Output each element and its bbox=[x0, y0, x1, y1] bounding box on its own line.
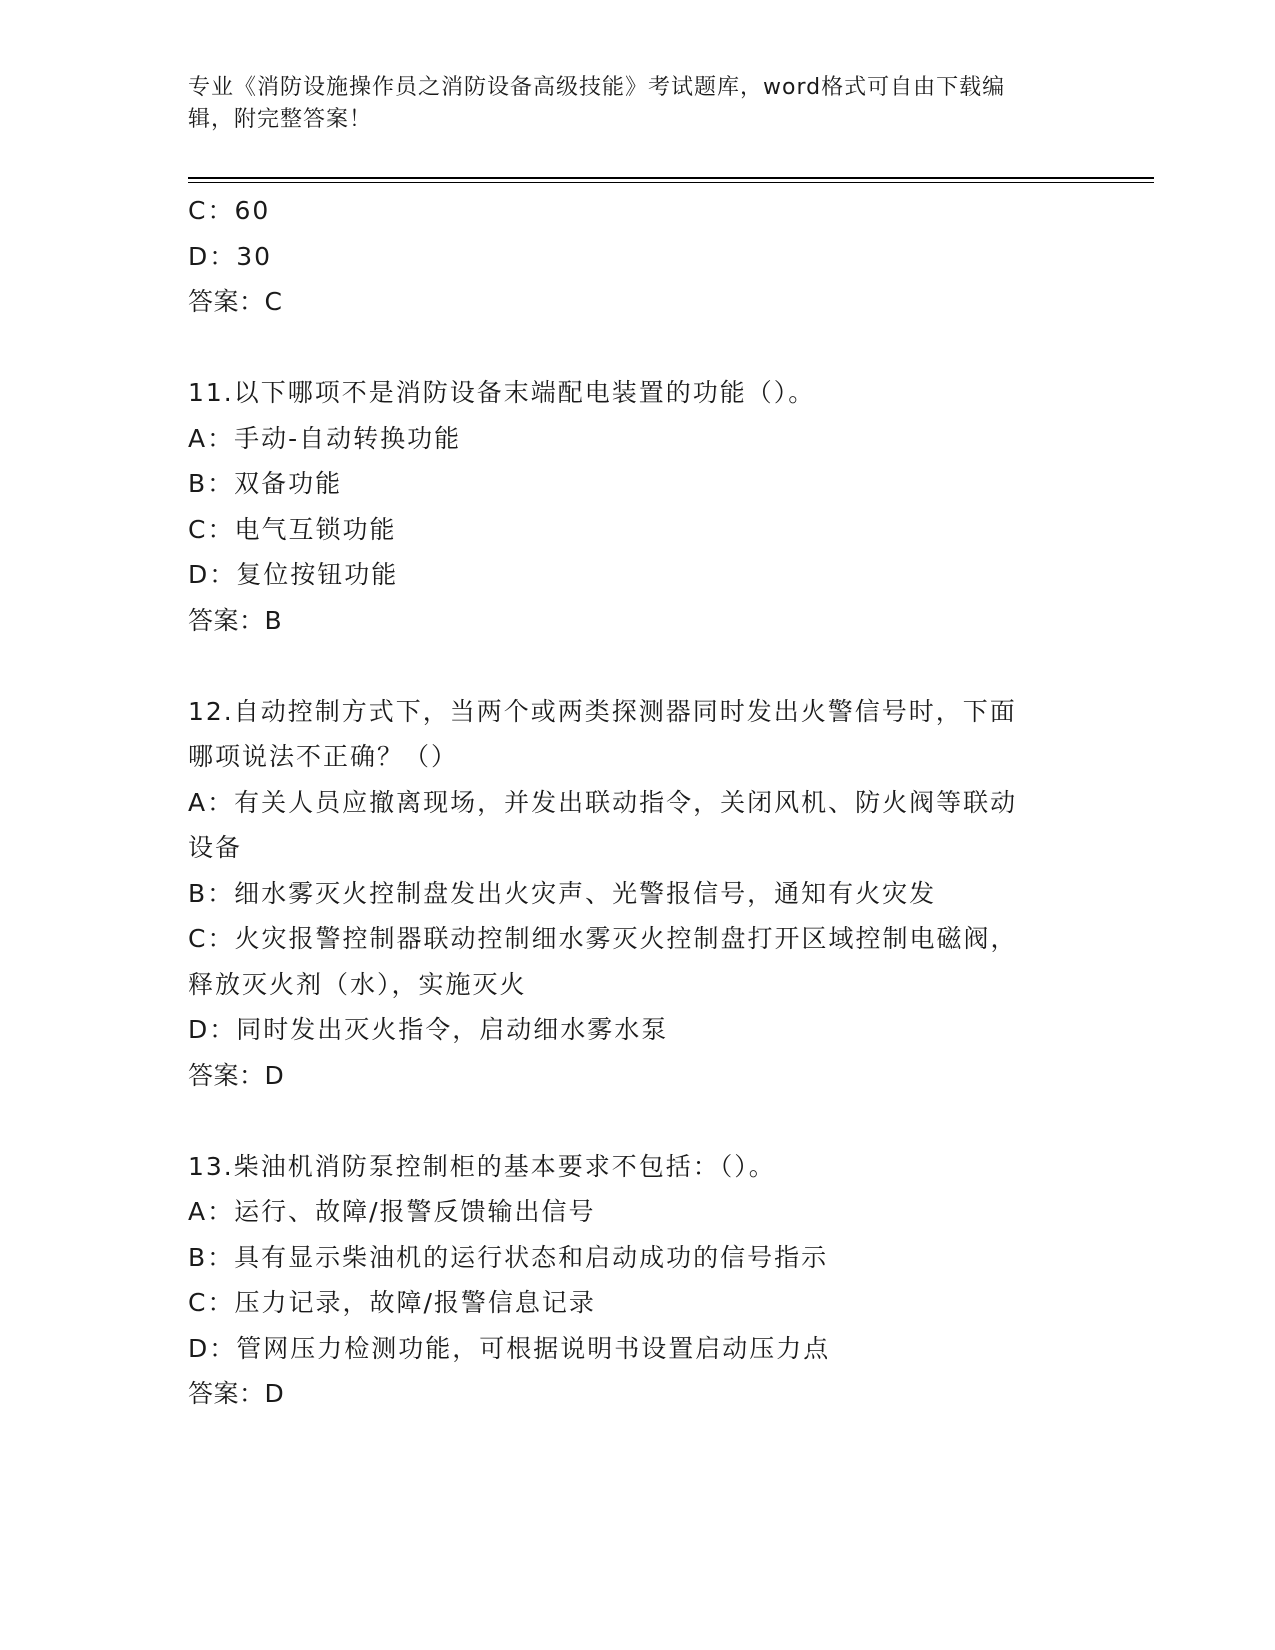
question-11 bbox=[188, 370, 1088, 643]
option-b: B：具有显示柴油机的运行状态和启动成功的信号指示 bbox=[188, 1242, 829, 1272]
option-b: B：细水雾灭火控制盘发出火灾声、光警报信号，通知有火灾发 bbox=[188, 878, 937, 908]
option-d: D：同时发出灭火指令，启动细水雾水泵 bbox=[188, 1015, 669, 1044]
question-content bbox=[188, 188, 1088, 1417]
question-stem: 13.柴油机消防泵控制柜的基本要求不包括：（）。 bbox=[188, 1151, 776, 1181]
answer-line: 答案：D bbox=[188, 1379, 285, 1408]
question-stem: 12.自动控制方式下，当两个或两类探测器同时发出火警信号时，下面 bbox=[188, 696, 1017, 726]
option-a: A：有关人员应撤离现场，并发出联动指令，关闭风机、防火阀等联动 bbox=[188, 787, 1018, 817]
option-a: A：手动-自动转换功能 bbox=[188, 423, 462, 453]
header-divider-thin bbox=[188, 182, 1154, 183]
question-12 bbox=[188, 689, 1088, 1099]
answer-line: 答案：D bbox=[188, 1060, 285, 1090]
header-line-2: 辑，附完整答案！ bbox=[188, 107, 373, 132]
answer-line: 答案：B bbox=[188, 605, 283, 635]
question-stem-continued: 哪项说法不正确？（） bbox=[188, 742, 459, 771]
spacer bbox=[188, 1098, 1088, 1144]
option-c: C：压力记录，故障/报警信息记录 bbox=[188, 1288, 596, 1317]
spacer bbox=[188, 643, 1088, 689]
option-d: D：管网压力检测功能，可根据说明书设置启动压力点 bbox=[188, 1333, 831, 1363]
option-c: C：60 bbox=[188, 196, 271, 225]
option-a: A：运行、故障/报警反馈输出信号 bbox=[188, 1197, 596, 1226]
option-a-continued: 设备 bbox=[188, 833, 243, 862]
document-header bbox=[188, 72, 1088, 136]
question-13 bbox=[188, 1144, 1088, 1417]
option-c: C：电气互锁功能 bbox=[188, 514, 397, 544]
header-line-1: 专业《消防设施操作员之消防设备高级技能》考试题库，word格式可自由下载编 bbox=[188, 75, 1006, 100]
option-b: B：双备功能 bbox=[188, 469, 343, 498]
prev-question bbox=[188, 188, 1088, 325]
header-divider-thick bbox=[188, 177, 1154, 179]
option-c-continued: 释放灭火剂（水），实施灭火 bbox=[188, 969, 527, 999]
question-stem: 11.以下哪项不是消防设备末端配电装置的功能（）。 bbox=[188, 378, 816, 407]
option-c: C：火灾报警控制器联动控制细水雾灭火控制盘打开区域控制电磁阀， bbox=[188, 924, 1018, 953]
spacer bbox=[188, 325, 1088, 371]
option-d: D：30 bbox=[188, 241, 273, 271]
option-d: D：复位按钮功能 bbox=[188, 560, 399, 589]
answer-line: 答案：C bbox=[188, 287, 283, 316]
